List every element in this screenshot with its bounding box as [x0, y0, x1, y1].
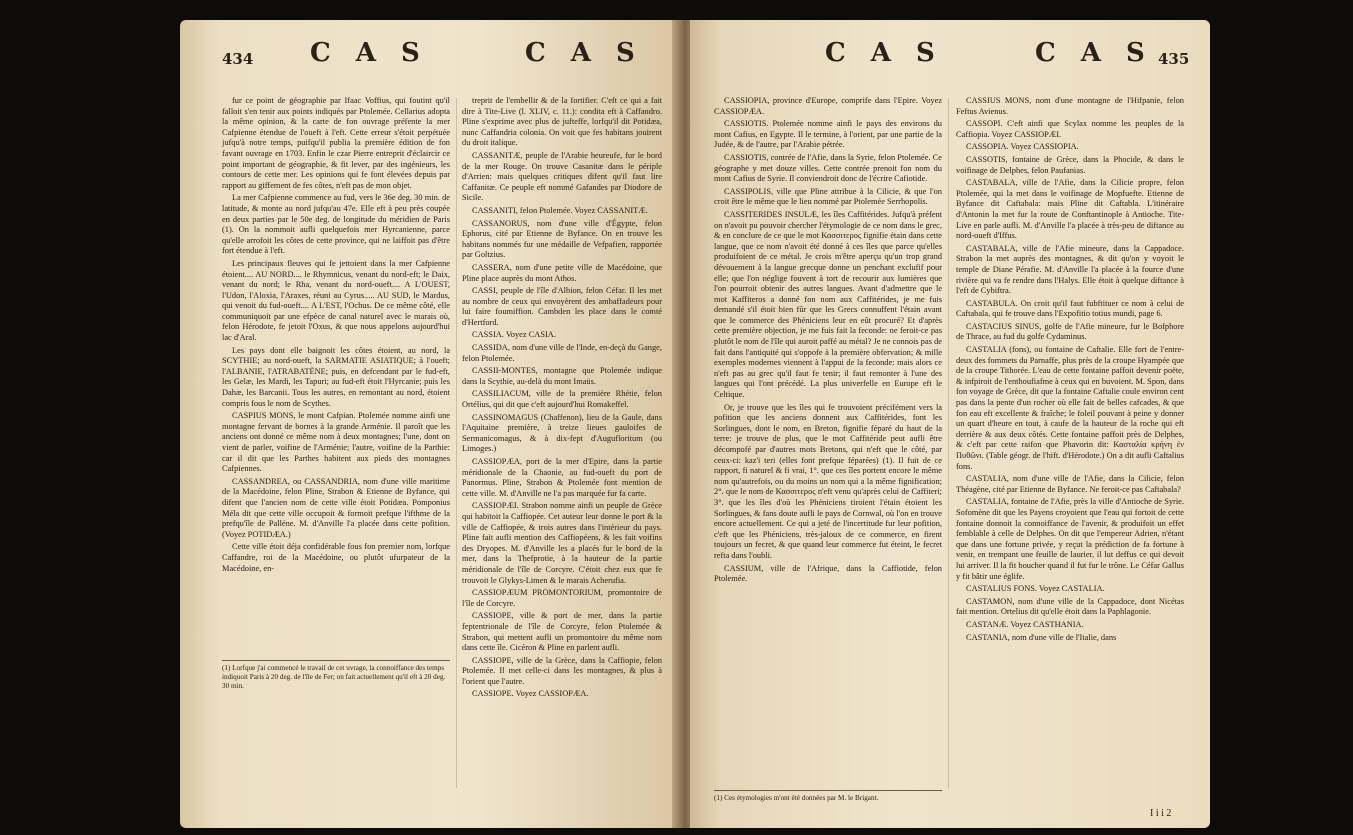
left-running-head-left: C A S: [310, 38, 428, 68]
paragraph: CASSANDREA, ou CASSANDRIA, nom d'une ville maritime de la Macédoine, felon Pline, Strabon & Etienne de Byfance, qui difent que l'ancien nom de cette ville étoit Potidæa. Pomponius Méla dit que cette ville occupoit & formoit prefque l'ifthme de la prefqu'île de Palléne. M. d'Anville l'a placée dans cette pofition. (Voyez POTIDÆA.): [222, 476, 450, 539]
right-column-2: [956, 96, 1184, 645]
paragraph: CASPIUS MONS, le mont Cafpian. Ptolemée nomme ainfi une montagne fervant de bornes à la grande Arménie. Il paroît que les anciens ont donné ce même nom à deux montagnes; l'une, dont on vient de parler, voifine de l'Arménie; l'autre, voifine de la Parthie: car il dit que les Parthes habitent aux pieds des montagnes Cafpiennes.: [222, 411, 450, 474]
left-footnote-text: (1) Lorfque j'ai commencé le travail de cet uvrage, la connoiffance des temps indiquoit Paris à 20 deg. de l'île de Fer; on fait actuellement qu'il eft à 20 deg. 30 min.: [222, 664, 446, 690]
paragraph: CASSOPIA. Voyez CASSIOPIA.: [966, 142, 1079, 152]
right-column-1: [714, 96, 942, 587]
paragraph: CASTACIUS SINUS, golfe de l'Afie mineure, fur le Bofphore de Thrace, au fud du golfe Cydaminus.: [956, 321, 1184, 342]
left-page-number: 434: [222, 50, 254, 68]
paragraph: CASSITERIDES INSULÆ, les îles Caffitérides. Jufqu'à préfent on n'avoit pu pouvoir chercher l'étymologie de ce nom dans le grec, & en conclure de ce que le mot Κασσιτερος fignifie étain dans cette langue, que ce nom n'avoit été donné à ces îles que parce qu'elles produifoient de ce métal. Je crois m'être aperçu qu'un trop grand dévouement à la langue grecque donne un penchant exclufif pour elle; que l'on néglige fouvent à tort de recourir aux lumières que l'on pourroit obtenir des autres langues. Avant d'admettre que le mot Kaffiteros a donné fon nom aux Caffitérides, je me fuis demandé s'il étoit bien fûr que les Grecs connuffent l'étain avant que le commerce des Phéniciens leur en eût procuré? Et d'après cette première objection, je me fuis fait la feconde: ne feroit-ce pas plutôt le nom de l'île qui auroit paffé au métal? Je ne connois pas de fait dans l'antiquité qui s'oppofe à la première obfervation; & mille exemples modernes viennent à l'appui de la feconde: mais alors ce n'eft pas au grec qu'il faut fe tenir; il faut remonter à l'une des langues qui l'ont précédé. La plus univerfelle en Europe eft le Celtique.: [714, 209, 942, 400]
signature-mark: I i i 2: [1150, 808, 1172, 819]
paragraph: CASSIOPE. Voyez CASSIOPÆA.: [472, 689, 589, 699]
paragraph: CASTABALA, ville de l'Afie mineure, dans la Cappadoce. Strabon la met auprès des montagnes, & dit qu'on y voyoit le temple de Diane Pérafie. M. d'Anville l'a placée à la fource d'une rivière qui va fe rendre dans l'Halys. Elle étoit à quelque diftance à l'eft de Cybiftra.: [956, 243, 1184, 296]
right-footnote-text: (1) Ces étymologies m'ont été données par M. le Brigant.: [714, 794, 879, 802]
left-column-1: [222, 96, 450, 576]
paragraph: CASTANÆ. Voyez CASTHANIA.: [966, 619, 1084, 629]
paragraph: Les principaux fleuves qui fe jettoient dans la mer Cafpienne étoient.... AU NORD.... le Rhymnicus, venant du nord-eft; le Daix, venant du nord; le Rha, venant du nord-oueft.... A L'OUEST, l'Udon, l'Aloxia, l'Araxes, réuni au Cyrus..... AU SUD, le Mardus, qui venoit du fud-oueft.... A L'EST, l'Ochus. De ce même côté, elle communiquoit par une efpèce de canal naturel avec le marais où, felon Hérodote, fe jetoit l'Oxus, & que nous appelons aujourd'hui lac d'Aral.: [222, 258, 450, 343]
right-column-divider: [948, 98, 949, 788]
paragraph: CASSII-MONTES, montagne que Ptolemée indique dans la Scythie, au-delà du mont Imaüs.: [462, 366, 662, 386]
paragraph: CASTAMON, nom d'une ville de la Cappadoce, dont Nicétas fait mention. Ortelius dit qu'elle étoit dans la Paphlagonie.: [956, 596, 1184, 617]
paragraph: CASTALIA, fontaine de l'Afie, près la ville d'Antioche de Syrie. Sofomène dit que les Payens croyoient que l'eau qui fortoit de cette fontaine donnoit la connoiffance de l'avenir, & produifoit un effet femblable à celle de Delphes. On dit que l'empereur Adrien, n'étant que dans une fortune privée, y reçut la prédiction de fa fortune à venir, en trempant une feuille de laurier, il lut deffus ce qui devoit lui arriver. Il la fit boucher quand il fut fur le trône. Le Céfar Gallus y fit bâtir une églife.: [956, 497, 1184, 581]
paragraph: CASSI, peuple de l'île d'Albion, felon Céfar. Il les met au nombre de ceux qui envoyèrent des ambaffadeurs pour lui faire foumiffion. Cambden les place dans le comté d'Hertford.: [462, 286, 662, 327]
paragraph: CASSANITI, felon Ptolemée. Voyez CASSANITÆ.: [472, 205, 648, 215]
left-running-head-right: C A S: [525, 38, 643, 68]
paragraph: CASSIA. Voyez CASIA.: [472, 330, 556, 340]
right-running-head-left: C A S: [825, 38, 943, 68]
paragraph: CASSIOPÆI. Strabon nomme ainfi un peuple de Grèce qui habitoit la Caffiopée. Cet auteur leur donne le port & la ville de Caffiopée, & trois autres dans l'intérieur du pays. Pline fait aufli mention des Caffiopéens, & les fait voifins des Dryopes. M. d'Anville les a placés fur le bord de la mer, dans la Thefprotie, à la hauteur de la partie méridionale de l'île de Corcyre. C'étoit chez eux que fe trouvoit le Glykys-Limen & le marais Acherufia.: [462, 501, 662, 585]
paragraph: CASSIDA, nom d'une ville de l'Inde, en-deçà du Gange, felon Ptolemée.: [462, 343, 662, 363]
paragraph: La mer Cafpienne commence au fud, vers le 36e deg. 30 min. de latitude, & monte au nord jufqu'au 47e. Elle eft à peu près coupée en deux parties par le 50e deg. de longitude du méridien de Paris (1). On la nommoit aufli quelquefois mer Hyrcanienne, parce qu'elle arrofoit les côtes de cette province, qui ne laiffoit pas d'être fort étendue à l'eft.: [222, 193, 450, 256]
paragraph: CASSERA, nom d'une petite ville de Macédoine, que Pline place auprès du mont Athos.: [462, 262, 662, 283]
left-column-2: [462, 96, 662, 702]
paragraph: CASSIOPIA, province d'Europe, comprife dans l'Epire. Voyez CASSIOPÆA.: [714, 96, 942, 116]
paragraph: CASSINOMAGUS (Chaffenon), lieu de la Gaule, dans l'Aquitaine première, à treize lieues gauloifes de Sermanicomagus, & à dix-fept d'Augufloritum (ou Limoges.): [462, 412, 662, 454]
left-column-divider: [456, 98, 457, 788]
paragraph: CASSOPI. C'eft ainfi que Scylax nomme les peuples de la Caffiopia. Voyez CASSIOPÆI.: [956, 119, 1184, 139]
paragraph: CASSIOPE, ville & port de mer, dans la partie feptentrionale de l'île de Corcyre, felon Ptolemée & Strabon, qui mettent aufli un promontoire du même nom dans cette île. Cicéron & Pline en parlent aufli.: [462, 611, 662, 653]
paragraph: CASTALIA, nom d'une ville de l'Afie, dans la Cilicie, felon Théagène, cité par Etienne de Byfance. Ne feroit-ce pas Caftabala?: [956, 474, 1184, 494]
right-page-number: 435: [1158, 50, 1190, 68]
paragraph: CASTALIUS FONS. Voyez CASTALIA.: [966, 584, 1105, 594]
paragraph: CASSIOPE, ville de la Grèce, dans la Caffiopie, felon Ptolemée. Il met celle-ci dans les montagnes, & plus à l'orient que l'autre.: [462, 655, 662, 686]
paragraph: CASSIOTIS, contrée de l'Afie, dans la Syrie, felon Ptolemée. Ce géographe y met douze villes. Cette contrée prenoit fon nom du mont Cafius de Syrie. Il conviendroit donc de l'écrire Cafiotide.: [714, 152, 942, 184]
paragraph: Cette ville étoit déja confidérable fous fon premier nom, lorfque Caffandre, roi de la Macédoine, ou plutôt ufurpateur de la Macédoine, en-: [222, 542, 450, 573]
paragraph: fur ce point de géographie par Ifaac Voffius, qui foutint qu'il falloit s'en tenir aux points indiqués par Ptolemée. Cellarius adopta la même opinion, & la carte de fon ouvrage préfente la mer Cafpienne étendue de l'oueft à l'eft. Cette erreur s'étoit perpétuée jufqu'à notre temps, puifqu'il publia la première édition de fon favant ouvrage en 1703. Enfin le czar Pierre entreprit d'éclaircir ce point important de géographie, & fit lever, par des ingénieurs, les contours de cette mer. Les opinions qui fe font élevées depuis par rapport au giffement de fes côtes, n'eft pas de mon objet.: [222, 96, 450, 190]
paragraph: Les pays dont elle baignoit les côtes étoient, au nord, la SCYTHIE; au nord-oueft, la SARMATIE ASIATIQUE; à l'oueft; l'ALBANIE, l'ATRABATÈNE; puis, en defcendant par le fud-eft, les Gelæ, les Mardi, les Tapuri; au fud-eft étoit l'Hyrcanie; puis les Dahæ, les Barcanii. Tous les autres, en remontant au nord, étoient compris fous le nom de Scythes.: [222, 345, 450, 408]
left-page: [180, 20, 680, 828]
right-page: [690, 20, 1210, 828]
paragraph: CASSILIACUM, ville de la première Rhétie, felon Ortélius, qui dit que c'eft aujourd'hui Romakeffel.: [462, 389, 662, 410]
paragraph: treprit de l'embellir & de la fortifier. C'eft ce qui a fait dire à Tite-Live (l. XLIV, c. 11.): condita eft à Caffandro. Pline s'exprime avec plus de jufteffe, lorfqu'il dit Potidæa, nunc Caffandria colonia. On voit que fes habitans jouirent du droit italique.: [462, 96, 662, 148]
paragraph: CASTALIA (fons), ou fontaine de Caftalie. Elle fort de l'entre-deux des fommets du Parnaffe, plus près de la croupe Hyampée que de la croupe Tithorée. L'eau de cette fontaine paffoit devenir poëte, & infpiroit de l'enthoufiafme à ceux qui en buvoient. M. Spon, dans fon voyage de Grèce, dit que la fontaine Caftalie coule environ cent pas dans la pente d'un rocher où elle fait de belles cafcades, & que fon eau eft excellente & fraîche; le foleil pouvant à peine y donner un quart d'heure en tout, à caufe de la hauteur de la roche qui eft derrière & aux deux côtés. Cette fontaine paffoit près de Delphes, & c'eft par cette raifon que Phavorin dit: Κασταλία κρήνη ἐν Πυθῶνι. (Table géogr. de l'hift. d'Hérodote.) On a dit aufli Caftalius fons.: [956, 345, 1184, 471]
paragraph: CASSOTIS, fontaine de Grèce, dans la Phocide, & dans le voifinage de Delphes, felon Paufanias.: [956, 154, 1184, 175]
right-running-head-right: C A S: [1035, 38, 1153, 68]
left-footnote: [222, 660, 450, 691]
paragraph: CASTABALA, ville de l'Afie, dans la Cilicie propre, felon Ptolemée, qui la met dans le voifinage de Mopfuefte. Etienne de Byfance dit Caftabala: mais Pline dit Caftabla. L'itinéraire d'Antonin la met fur la route de Conftantinople à Antioche. Tite-Live en parle aufli. M. d'Anville l'a placée à très-peu de diftance au nord-oueft d'Iffus.: [956, 178, 1184, 241]
paragraph: CASSIUM, ville de l'Afrique, dans la Caffiotide, felon Ptolemée.: [714, 563, 942, 584]
paragraph: CASSANITÆ, peuple de l'Arabie heureufe, fur le bord de la mer Rouge. On trouve Casanitæ dans le périple d'Arrien: mais quelques critiques difent qu'il faut lire Caffanitæ. Ce peuple eft nommé Gafandes par Diodore de Sicile.: [462, 150, 662, 203]
paragraph: CASSIUS MONS, nom d'une montagne de l'Hifpanie, felon Feftus Avienus.: [956, 96, 1184, 116]
paragraph: Or, je trouve que les îles qui fe trouvoient précifément vers la pofition que les anciens donnent aux Caffitérides, font les Sorlingues, dont le nom, en Breton, fignifie féparé du haut de la terre: je trouve de plus, que le mot Caffitéride peut aufli être décompofé par d'autres mots Bretons, qui n'eft que le côté, par ceux-ci: kaz'i teri (elles font prefque féparées) (1). Il fuit de ce rapport, fi naturel & fi vrai, 1°. que ces îles portent encore le même nom qu'autrefois, ou du moins un nom qui a la même fignification; 2°. que le nom de Κασσιτερος n'eft venu qu'après celui de Caffiteri; 3°. que les îles d'où les Phéniciens tiroient l'étain étoient les Sorlingues, & fans doute aufli le pays de Cornwal, où l'on en trouve encore actuellement. Ce qui a jeté de l'incertitude fur leur pofition, c'eft que les Phéniciens, très-jaloux de ce commerce, en firent toujours un fecret, & que quand leur commerce fut éteint, le fecret refta dans l'oubli.: [714, 402, 942, 560]
paragraph: CASTANIA, nom d'une ville de l'Italie, dans: [966, 632, 1117, 642]
paragraph: CASSIOTIS. Ptolemée nomme ainfi le pays des environs du mont Cafius, en Egypte. Il le termine, à l'orient, par une partie de la Judée, & de l'autre, par l'Arabie pétrée.: [714, 119, 942, 150]
paragraph: CASTABULA. On croit qu'il faut fubftituer ce nom à celui de Caftabala, qui fe trouve dans l'Expofitio totius mundi, page 6.: [956, 298, 1184, 319]
paragraph: CASSANORUS, nom d'une ville d'Égypte, felon Ephorus, cité par Etienne de Byfance. On en trouve les habitans nommés fur une médaille de Vefpafien, rapportée par Goltzius.: [462, 218, 662, 260]
paragraph: CASSIPOLIS, ville que Pline attribue à la Cilicie, & que l'on croit être le même que le lieu nommé par Ptolemée Serrhopolis.: [714, 186, 942, 207]
paragraph: CASSIOPÆA, port de la mer d'Epire, dans la partie méridionale de la Chaonie, au fud-oueft du port de Panormus. Pline, Strabon & Ptolemée font mention de cette ville. M. d'Anville ne l'a pas marquée fur fa carte.: [462, 457, 662, 498]
footnote-rule: [714, 790, 942, 791]
right-footnote: [714, 790, 942, 803]
footnote-rule: [222, 660, 450, 661]
paragraph: CASSIOPÆUM PROMONTORIUM, promontoire de l'île de Corcyre.: [462, 588, 662, 608]
